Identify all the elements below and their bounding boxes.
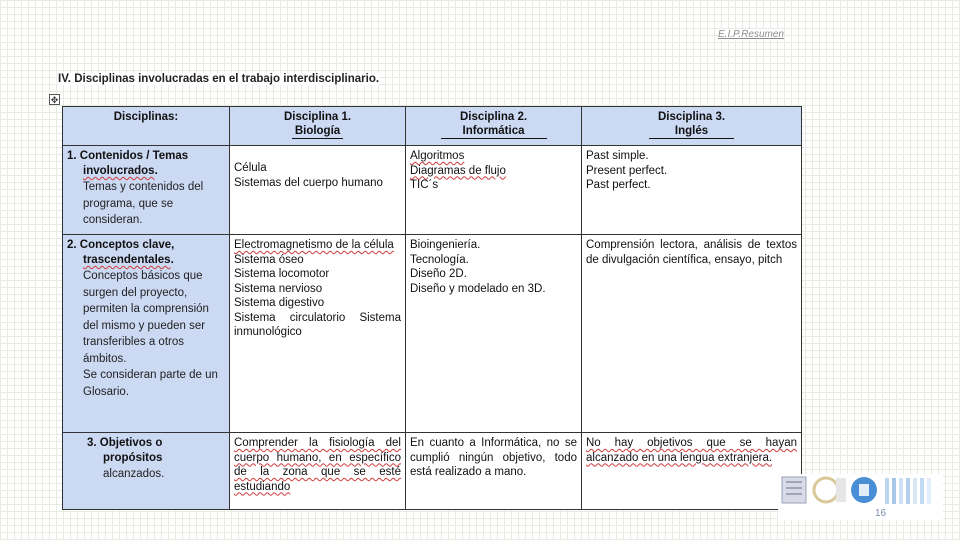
institution-logos <box>778 474 943 520</box>
row-2-description-glosario: Se consideran parte de un Glosario. <box>83 369 218 398</box>
row-2-description: Conceptos básicos que surgen del proyecto, permiten la comprensión del mismo y pueden ser transferibles a otros ámbitos. <box>83 270 209 365</box>
discipline-1-label: Disciplina 1. <box>283 111 352 123</box>
table-row <box>63 146 802 235</box>
institute-logo-mark <box>859 484 869 496</box>
header-discipline-1 <box>230 107 406 146</box>
cell-informatica-conceptos: Bioingeniería. Tecnología. Diseño 2D. Diseño y modelado en 3D. <box>406 235 582 433</box>
discipline-2-label: Disciplina 2. <box>459 111 528 123</box>
page-number: 16 <box>875 508 887 519</box>
table-move-handle-icon[interactable]: ✥ <box>50 95 59 105</box>
cell-informatica-contenidos: Algoritmos Diagramas de flujo TIC´s <box>406 146 582 235</box>
cell-biologia-contenidos: Célula Sistemas del cuerpo humano <box>230 146 406 235</box>
row-1-title: 1. Contenidos / Temas <box>67 150 189 162</box>
discipline-3-name: Inglés <box>649 124 734 139</box>
section-title: IV. Disciplinas involucradas en el trabajo interdisciplinario. <box>58 73 380 85</box>
row-3-title-end: alcanzados. <box>103 468 165 480</box>
header-discipline-3 <box>582 107 802 146</box>
row-header-conceptos: 2. Conceptos clave, trascendentales. Conceptos básicos que surgen del proyecto, permiten la comprensión del mismo y pueden ser transferibles a otros ámbitos. Se consideran parte de un Glosario. <box>63 235 230 433</box>
discipline-3-label: Disciplina 3. <box>657 111 726 123</box>
header-discipline-2 <box>406 107 582 146</box>
cell-ingles-contenidos: Past simple. Present perfect. Past perfect. <box>582 146 802 235</box>
cell-biologia-conceptos: Electromagnetismo de la célula Sistema óseo Sistema locomotor Sistema nervioso Sistema digestivo Sistema circulatorio Sistema inmunológico <box>230 235 406 433</box>
anniversary-logo-icon <box>814 478 838 502</box>
table-row <box>63 235 802 433</box>
cell-biologia-objetivos: Comprender la fisiología del cuerpo humano, en específico de la zona que se esté estudiando <box>230 433 406 510</box>
cell-ingles-conceptos: Comprensión lectora, análisis de textos de divulgación científica, ensayo, pitch <box>582 235 802 433</box>
row-1-description: Temas y contenidos del programa, que se consideran. <box>83 181 204 226</box>
table-row <box>63 433 802 510</box>
row-2-title-word: trascendentales <box>83 254 171 266</box>
disciplines-table <box>62 106 802 510</box>
discipline-2-name: Informática <box>441 124 547 139</box>
row-3-title: 3. Objetivos o <box>87 437 163 449</box>
cell-ingles-objetivos: No hay objetivos que se hayan alcanzado en una lengua extranjera. <box>582 433 802 510</box>
discipline-1-name: Biología <box>292 124 343 139</box>
stripes-logo-icon <box>885 478 931 504</box>
unam-seal-icon <box>782 477 806 503</box>
cell-informatica-objetivos: En cuanto a Informática, no se cumplió ningún objetivo, todo está realizado a mano. <box>406 433 582 510</box>
logo-strip-graphic <box>778 474 943 520</box>
row-1-title-word: involucrados <box>83 165 155 177</box>
row-header-contenidos: 1. Contenidos / Temas involucrados. Temas y contenidos del programa, que se consideran. <box>63 146 230 235</box>
header-note: E.I.P.Resumen <box>718 29 784 40</box>
row-header-objetivos <box>63 433 230 510</box>
row-3-title-word: propósitos <box>103 452 163 464</box>
row-2-title: 2. Conceptos clave, <box>67 239 175 251</box>
header-corner: Disciplinas: <box>63 107 230 146</box>
table-header-row <box>63 107 802 146</box>
anniversary-logo-band <box>836 478 846 502</box>
